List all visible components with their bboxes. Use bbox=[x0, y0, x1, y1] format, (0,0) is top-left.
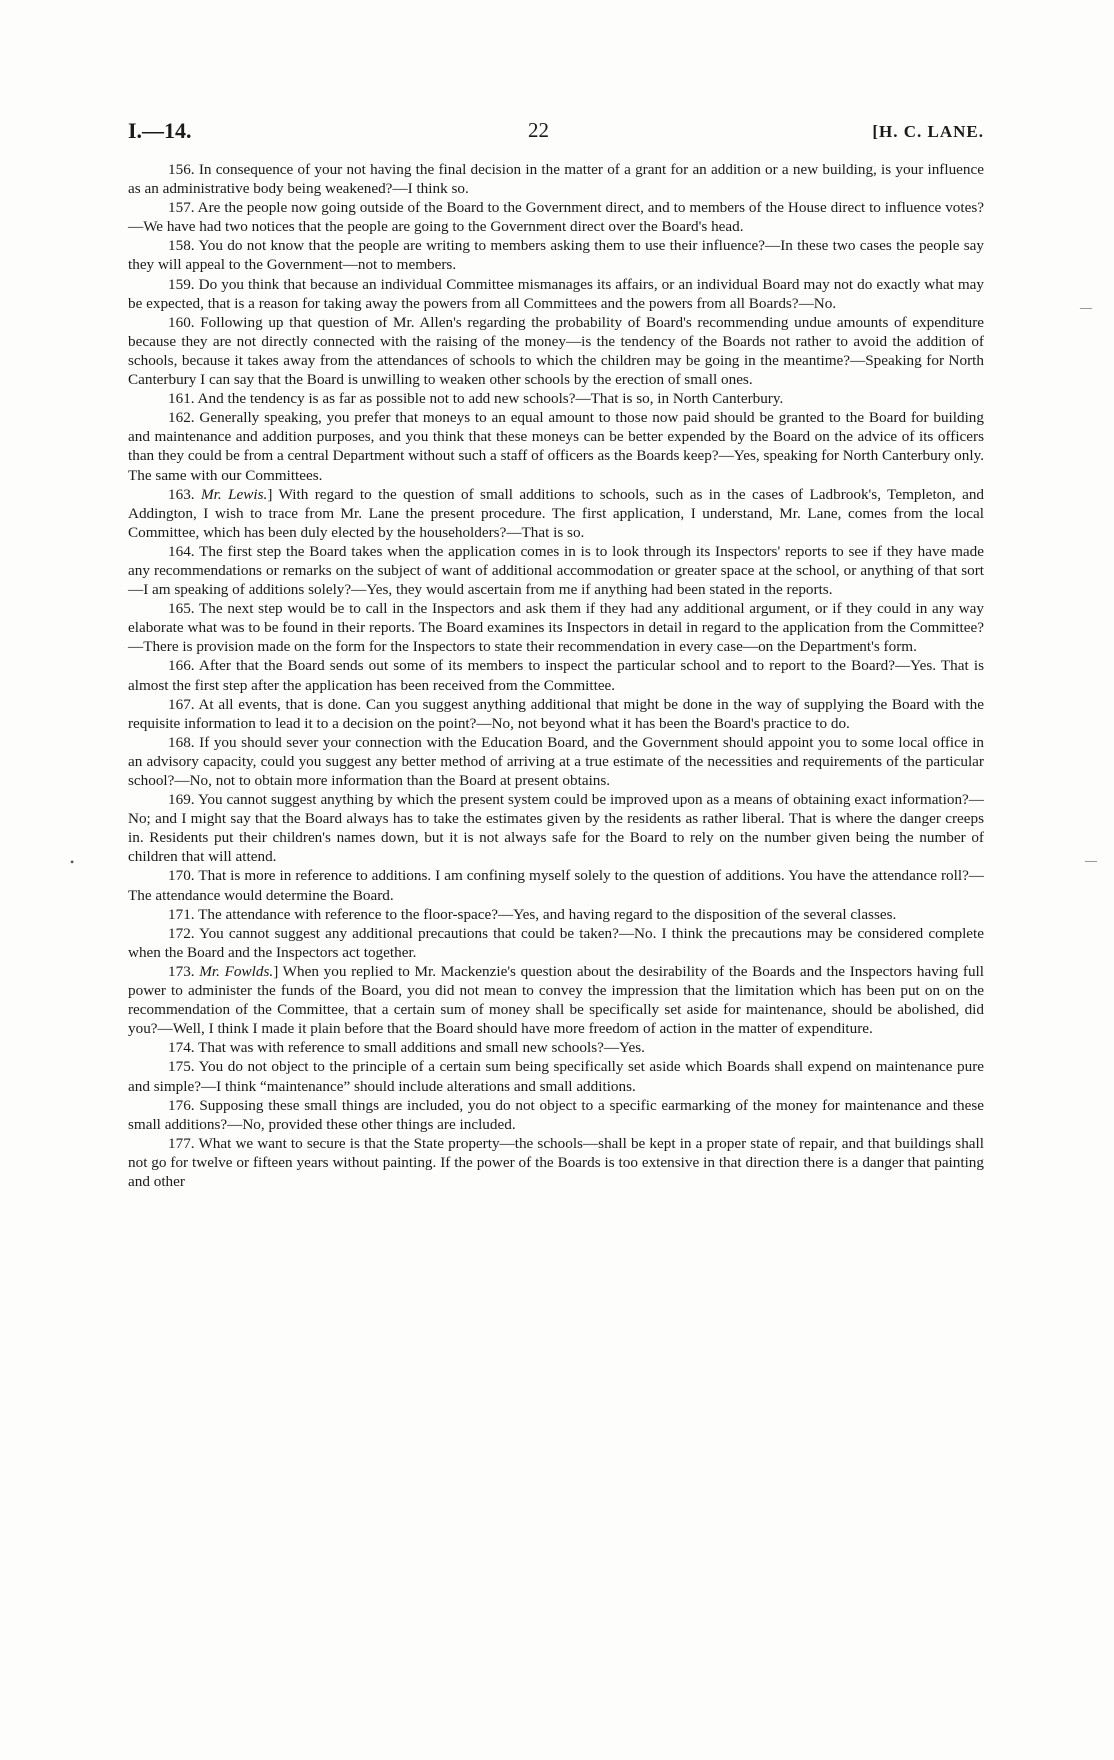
paragraph-text: At all events, that is done. Can you suggest anything additional that might be done in the way of supplying the Board with the requisite information to lead it to a decision on the point?—No, not beyond what it has been the Board's practice to do. bbox=[128, 695, 984, 732]
speaker-name: Mr. Lewis. bbox=[201, 485, 268, 503]
page-header bbox=[128, 118, 984, 148]
question-number: 168. bbox=[168, 733, 195, 751]
testimony-paragraph bbox=[128, 275, 984, 313]
question-number: 171. bbox=[168, 905, 195, 923]
margin-mark: — bbox=[1080, 300, 1092, 314]
paragraph-text: The first step the Board takes when the application comes in is to look through its Inspectors' reports to see if they have made any recommendations or remarks on the subject of want of additional accommodation or greater space at the school, or anything of that sort—I am speaking of additions solely?—Yes, they would ascertain from me if anything had been stated in the reports. bbox=[128, 542, 985, 599]
testimony-paragraph bbox=[128, 599, 984, 656]
paragraph-text: What we want to secure is that the State property—the schools—shall be kept in a proper state of repair, and that buildings shall not go for twelve or fifteen years without painting. If the power of the Boards is too extensive in that direction there is a danger that painting and other bbox=[128, 1134, 984, 1190]
testimony-paragraph bbox=[128, 236, 984, 274]
testimony-paragraph bbox=[128, 905, 984, 924]
paragraph-text: The attendance with reference to the floor-space?—Yes, and having regard to the disposition of the several classes. bbox=[198, 905, 897, 923]
testimony-paragraph bbox=[128, 313, 984, 389]
paragraph-text: When you replied to Mr. Mackenzie's question about the desirability of the Boards and the Inspectors having full power to administer the funds of the Board, you did not mean to convey the impression that the limitation which has been put on on the recommendation of the Committee, that a certain sum of money shall be specifically set aside for maintenance, should be abolished, did you?—Well, I think I made it plain before that the Board should have more freedom of action in the matter of expenditure. bbox=[128, 962, 984, 1038]
margin-dot: • bbox=[70, 855, 75, 869]
paragraph-text: Supposing these small things are included, you do not object to a specific earmarking of the money for maintenance and these small additions?—No, provided these other things are included. bbox=[128, 1096, 984, 1133]
testimony-paragraph bbox=[128, 866, 984, 904]
testimony-paragraph bbox=[128, 198, 984, 236]
question-number: 173. bbox=[168, 962, 195, 980]
testimony-paragraph bbox=[128, 790, 984, 866]
paragraph-text: Following up that question of Mr. Allen's regarding the probability of Board's recommending undue amounts of expenditure because they are not directly connected with the raising of the money—is the tendency of the Boards not rather to avoid the addition of schools, because it takes away from the attendances of schools to which the children may be going in the meantime?—Speaking for North Canterbury I can say that the Board is unwilling to weaken other schools by the erection of small ones. bbox=[128, 313, 985, 389]
testimony-paragraph bbox=[128, 542, 984, 599]
testimony-paragraph bbox=[128, 389, 984, 408]
paragraph-text: You do not object to the principle of a certain sum being specifically set aside which Boards shall expend on maintenance pure and simple?—I think “maintenance” should include alterations and small additions. bbox=[128, 1058, 985, 1095]
testimony-paragraph bbox=[128, 1038, 984, 1057]
question-number: 165. bbox=[168, 600, 195, 618]
question-number: 174. bbox=[168, 1039, 195, 1057]
paragraph-text: With regard to the question of small additions to schools, such as in the cases of Ladbrook's, Templeton, and Addington, I wish to trace from Mr. Lane the present procedure. The first application, I understand, Mr. Lane, comes from the local Committee, which has been duly elected by the householders?—That is so. bbox=[128, 485, 985, 541]
question-number: 156. bbox=[168, 161, 195, 178]
question-number: 172. bbox=[168, 924, 195, 942]
paragraph-text: You cannot suggest any additional precautions that could be taken?—No. I think the precautions may be considered complete when the Board and the Inspectors act together. bbox=[128, 924, 984, 961]
question-number: 176. bbox=[168, 1096, 195, 1114]
testimony-paragraph bbox=[128, 656, 984, 694]
testimony-paragraph: 173. Mr. Fowlds.] When you replied to Mr. Mackenzie's question about the desirability of the Boards and the Inspectors having full power to administer the funds of the Board, you did not mean to convey the impression that the limitation which has been put on on the recommendation of the Committee, that a certain sum of money shall be specifically set aside for maintenance, should be abolished, did you?—Well, I think I made it plain before that the Board should have more freedom of action in the matter of expenditure. bbox=[128, 962, 984, 1038]
paragraph-text: And the tendency is as far as possible not to add new schools?—That is so, in North Canterbury. bbox=[197, 390, 784, 408]
paragraph-text: Generally speaking, you prefer that moneys to an equal amount to those now paid should be granted to the Board for building and maintenance and addition purposes, and you think that these moneys can be better expended by the Board on the advice of its officers than they could be from a central Department without such a staff of officers as the Boards keep?—Yes, speaking for North Canterbury only. The same with our Committees. bbox=[128, 409, 984, 484]
testimony-paragraph bbox=[128, 733, 984, 790]
question-number: 175. bbox=[168, 1058, 195, 1076]
page-number: 22 bbox=[528, 118, 549, 142]
paragraph-text: That was with reference to small additions and small new schools?—Yes. bbox=[198, 1039, 645, 1057]
testimony-paragraph bbox=[128, 1096, 984, 1134]
question-number: 164. bbox=[168, 542, 195, 560]
question-number: 162. bbox=[168, 409, 195, 427]
question-number: 161. bbox=[168, 390, 195, 408]
question-number: 159. bbox=[168, 275, 195, 293]
paragraph-text: If you should sever your connection with the Education Board, and the Government should appoint you to some local office in an advisory capacity, could you suggest any better method of arriving at a true estimate of the necessities and requirements of the particular school?—No, not to obtain more information than the Board at present obtains. bbox=[128, 733, 985, 789]
question-number: 158. bbox=[168, 237, 195, 255]
witness-name: [H. C. LANE. bbox=[872, 122, 984, 141]
question-number: 167. bbox=[168, 695, 195, 713]
question-number: 160. bbox=[168, 313, 195, 331]
speaker-name: Mr. Fowlds. bbox=[199, 962, 274, 980]
testimony-paragraph bbox=[128, 408, 984, 484]
testimony-paragraph: 163. Mr. Lewis.] With regard to the question of small additions to schools, such as in the cases of Ladbrook's, Templeton, and Addington, I wish to trace from Mr. Lane the present procedure. The first application, I understand, Mr. Lane, comes from the local Committee, which has been duly elected by the householders?—That is so. bbox=[128, 485, 985, 541]
paragraph-text: After that the Board sends out some of its members to inspect the particular school and to report to the Board?—Yes. That is almost the first step after the application has been received from the Committee. bbox=[128, 657, 984, 694]
testimony-paragraph bbox=[128, 1057, 984, 1095]
paragraph-text: The next step would be to call in the Inspectors and ask them if they had any additional argument, or if they could in any way elaborate what was to be found in their reports. The Board examines its Inspectors in detail in regard to the application from the Committee?—There is provision made on the form for the Inspectors to state their recommendation in every case—on the Department's form. bbox=[128, 600, 984, 656]
question-number: 166. bbox=[168, 657, 195, 675]
document-code: I.—14. bbox=[128, 118, 192, 143]
testimony-paragraph bbox=[128, 160, 984, 198]
question-number: 169. bbox=[168, 791, 195, 809]
testimony-paragraph bbox=[128, 695, 984, 733]
paragraph-text: That is more in reference to additions. I am confining myself solely to the question of additions. You have the attendance roll?—The attendance would determine the Board. bbox=[128, 867, 984, 904]
question-number: 177. bbox=[168, 1134, 195, 1152]
paragraph-text: Do you think that because an individual Committee mismanages its affairs, or an individual Board may not do exactly what may be expected, that is a reason for taking away the powers from all Committees and the powers from all Boards?—No. bbox=[128, 275, 985, 312]
paragraph-text: In consequence of your not having the final decision in the matter of a grant for an addition or a new building, is your influence as an administrative body being weakened?—I think so. bbox=[128, 161, 984, 198]
testimony-paragraph bbox=[128, 924, 984, 962]
question-number: 157. bbox=[168, 199, 195, 217]
paragraph-text: You do not know that the people are writing to members asking them to use their influence?—In these two cases the people say they will appeal to the Government—not to members. bbox=[128, 237, 984, 274]
question-number: 163. bbox=[168, 485, 195, 503]
paragraph-text: Are the people now going outside of the Board to the Government direct, and to members of the House direct to influence votes?—We have had two notices that the people are going to the Government direct over the Board's head. bbox=[128, 199, 984, 236]
testimony-paragraph bbox=[128, 1134, 984, 1191]
testimony-body bbox=[128, 160, 984, 1191]
margin-mark: — bbox=[1085, 853, 1097, 867]
question-number: 170. bbox=[168, 867, 195, 885]
paragraph-text: You cannot suggest anything by which the present system could be improved upon as a means of obtaining exact information?—No; and I might say that the Board always has to take the estimates given by the residents as rather liberal. That is where the danger creeps in. Residents put their children's names down, but it is not always safe for the Board to rely on the number given being the number of children that will attend. bbox=[128, 791, 984, 866]
